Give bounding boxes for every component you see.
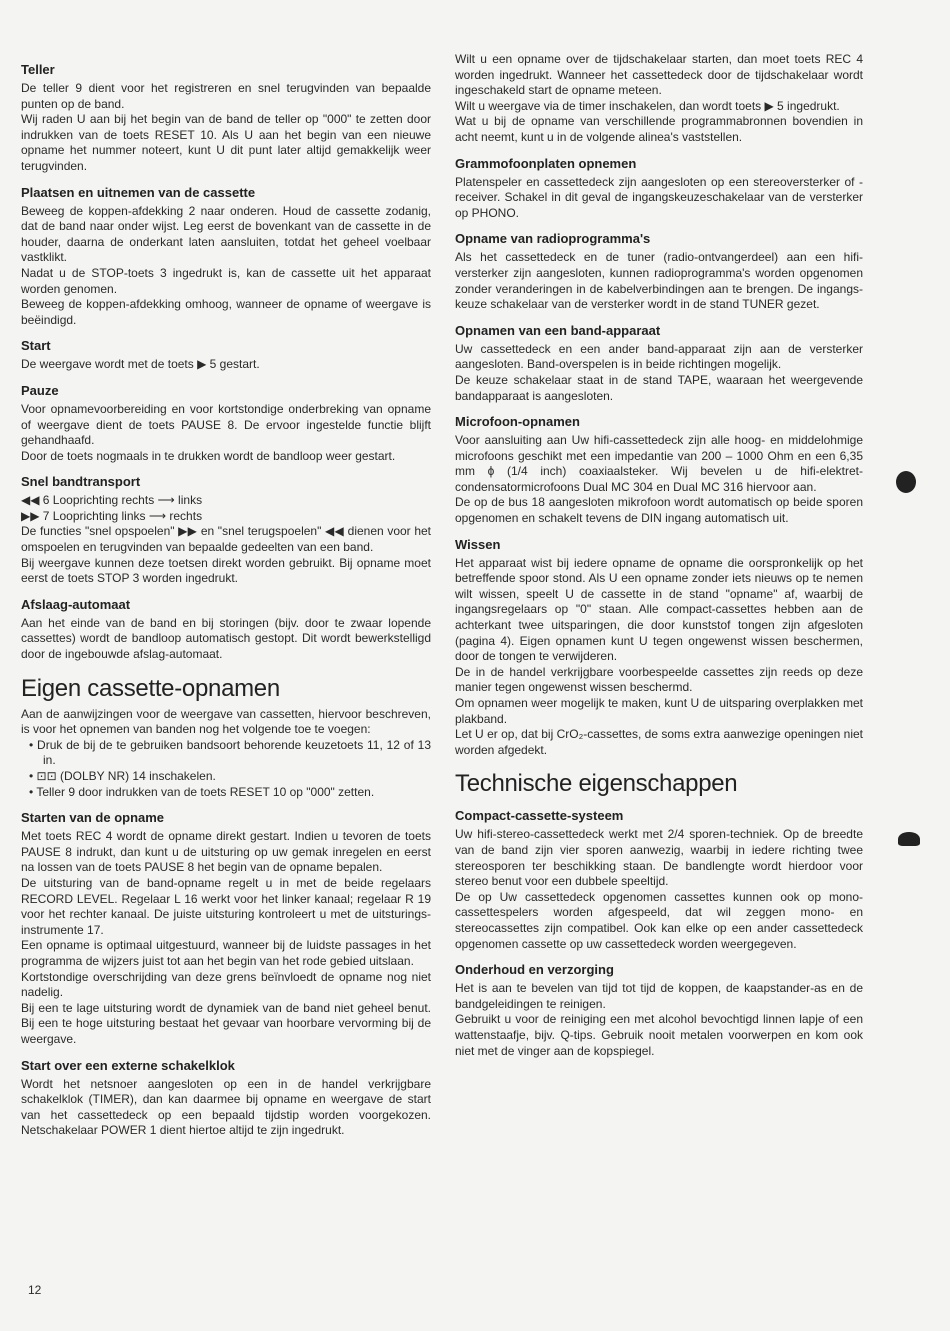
- paragraph: Het apparaat wist bij iedere opname de opname die oorspronkelijk op het betreffende spoor stond. Als U een opname zonder iets nieuws op te nemen wilt wissen, speelt U de cassette in de stand "opname" af, waarbij de ingangsregelaars op "0" staan. Alle compact-cassettes hebben aan de achterkant twee uitsparingen, die door kunststof tongen zijn afgesloten (pagina 4). Eigen opnamen kunt U tegen ongewenst wissen beschermen, door de tongen te verwijderen.: [455, 555, 863, 664]
- section-heading: Wissen: [455, 536, 501, 552]
- section-heading: Plaatsen en uitnemen van de cassette: [21, 184, 256, 200]
- page-number: 12: [28, 1283, 42, 1297]
- section-heading: Opname van radioprogramma's: [455, 231, 651, 247]
- right-column: [455, 52, 863, 1059]
- section-heading: Starten van de opname: [21, 810, 165, 826]
- paragraph: Let U er op, dat bij CrO₂-cassettes, de soms extra aanwezige openingen niet worden afgedekt.: [455, 727, 863, 757]
- paragraph: Wilt u weergave via de timer inschakelen, dan wordt toets ▶ 5 ingedrukt.: [455, 98, 840, 113]
- paragraph: Uw cassettedeck en een ander band-apparaat zijn aan de versterker aangesloten. Band-overspelen is in beide richtingen mogelijk.: [455, 341, 863, 372]
- paragraph: Wilt u een opname over de tijdschakelaar starten, dan moet toets REC 4 worden ingedrukt. Wanneer het cassettedeck door de tijdschakelaar wordt ingeschakeld start de opname meteen.: [455, 52, 863, 98]
- paragraph: Met toets REC 4 wordt de opname direkt gestart. Indien u tevoren de toets PAUSE 8 indrukt, dan kunt u de uitsturing op uw gemak inregelen en eerst na lossen van de toets PAUSE 8 het begin van de opname bepalen.: [21, 829, 431, 875]
- paragraph: Bij weergave kunnen deze toetsen direkt worden gebruikt. Bij opname moet eerst de toets STOP 3 worden ingedrukt.: [21, 555, 431, 586]
- paragraph: De keuze schakelaar staat in de stand TAPE, waaraan het weergevende bandapparaat is aangesloten.: [455, 372, 863, 403]
- paragraph: De op de bus 18 aangesloten mikrofoon wordt automatisch op beide sporen opgenomen en schakelt tevens de DIN ingang automatisch uit.: [455, 495, 863, 526]
- paragraph: De teller 9 dient voor het registreren en snel terugvinden van bepaalde punten op de band.: [21, 81, 431, 111]
- chapter-heading: Eigen cassette-opnamen: [21, 674, 280, 702]
- paragraph: Wij raden U aan bij het begin van de band de teller op "000" te zetten door indrukken van de toets RESET 10. Als U aan het begin van een nieuwe opname het nummer noteert, kunt U dit punt later altijd gemakkelijk weer terugvinden.: [21, 112, 431, 173]
- paragraph: Platenspeler en cassettedeck zijn aangesloten op een stereoversterker of -receiver. Schakel in dit geval de ingangskeuzeschakelaar van de versterker op PHONO.: [455, 174, 863, 220]
- chapter-heading: Technische eigenschappen: [455, 770, 738, 798]
- list-item: • ⊡⊡ (DOLBY NR) 14 inschakelen.: [29, 769, 216, 783]
- paragraph: Het is aan te bevelen van tijd tot tijd de koppen, de kaapstander-as en de bandgeleidingen te reinigen.: [455, 981, 863, 1011]
- paragraph: Wat u bij de opname van verschillende programmabronnen bovendien in acht neemt, kunt u in de volgende alinea's vaststellen.: [455, 114, 863, 144]
- paragraph: Gebruikt u voor de reiniging een met alcohol bevochtigd linnen lapje of een wattenstaafje, bijv. Q-tips. Gebruik nooit metalen voorwerpen en kom ook niet met de vinger aan de kopspiegel.: [455, 1012, 863, 1058]
- section-heading: Opnamen van een band-apparaat: [455, 322, 661, 338]
- punch-hole-mark: [896, 471, 916, 493]
- paragraph: ◀◀ 6 Looprichting rechts ⟶ links: [21, 493, 203, 508]
- list-item: • Teller 9 door indrukken van de toets RESET 10 op "000" zetten.: [29, 784, 375, 799]
- paragraph: Als het cassettedeck en de tuner (radio-ontvangerdeel) aan een hifi-versterker zijn aangesloten, kunnen radioprogramma's worden opgenomen zonder veranderingen in de kabelverbindingen aan te brengen. De ingangs-keuze schakelaar van de versterker wordt in de stand TUNER gezet.: [455, 250, 863, 312]
- paragraph: Voor opnamevoorbereiding en voor kortstondige onderbreking van opname of weergave dient de toets PAUSE 8. De ervoor ingestelde functie blijft gehandhaafd.: [21, 401, 431, 448]
- paragraph: De functies "snel opspoelen" ▶▶ en "snel terugspoelen" ◀◀ dienen voor het omspoelen en terugvinden van bepaalde gedeelten van een band.: [21, 524, 431, 555]
- section-heading: Pauze: [21, 382, 59, 398]
- paragraph: Om opnamen weer mogelijk te maken, kunt U de uitsparing overplakken met plakband.: [455, 696, 863, 726]
- section-heading: Onderhoud en verzorging: [455, 962, 614, 978]
- paragraph: De uitsturing van de band-opname regelt u in met de beide regelaars RECORD LEVEL. Regelaar L 16 werkt voor het linker kanaal; regelaar R 19 voor het rechter kanaal. De juiste uitsturing kontroleert u met de uitsturings-instrumente 17.: [21, 875, 431, 937]
- paragraph: Uw hifi-stereo-cassettedeck werkt met 2/4 sporen-techniek. Op de breedte van de band zijn vier sporen aanwezig, waarbij in iedere richting twee stereosporen ter beschikking staan. De bandlengte wordt hierdoor voor stereo benut voor een dubbele speeltijd.: [455, 827, 863, 889]
- paragraph: De in de handel verkrijgbare voorbespeelde cassettes zijn reeds op deze manier tegen ongewenst wissen beschermd.: [455, 664, 863, 695]
- section-heading: Start: [21, 338, 51, 354]
- section-heading: Snel bandtransport: [21, 474, 141, 490]
- paragraph: Voor aansluiting aan Uw hifi-cassettedeck zijn alle hoog- en middelohmige microfoons geschikt met een impedantie van 200 – 1000 Ohm en een 6,35 mm ϕ (1/4 inch) coaxiaalsteker. Wij bevelen u de hifi-elektret-condensatormicrofoons Dual MC 304 en Dual MC 316 hiervoor aan.: [455, 433, 863, 494]
- paragraph: Kortstondige overschrijding van deze grens beïnvloedt de opname nog niet nadelig.: [21, 969, 431, 1000]
- section-heading: Microfoon-opnamen: [455, 414, 580, 430]
- paragraph: De op Uw cassettedeck opgenomen cassettes kunnen ook op mono-cassettespelers worden afgespeeld, dat wil zeggen mono- en stereocassettes zijn compatibel. Ook kan elke op een ander cassettedeck opgenomen cassette op uw cassettedeck worden weergegeven.: [455, 889, 863, 951]
- left-column: [21, 52, 431, 1139]
- list-item: • Druk de bij de te gebruiken bandsoort behorende keuzetoets 11, 12 of 13 in.: [29, 737, 431, 768]
- paragraph: Bij een te lage uitsturing wordt de dynamiek van de band niet geheel benut. Bij een te hoge uitsturing bestaat het gevaar van hoorbare vervorming bij de weergave.: [21, 1000, 431, 1046]
- section-heading: Start over een externe schakelklok: [21, 1057, 235, 1073]
- section-heading: Compact-cassette-systeem: [455, 808, 624, 824]
- paragraph: ▶▶ 7 Looprichting links ⟶ rechts: [21, 508, 203, 523]
- section-heading: Afslaag-automaat: [21, 596, 131, 612]
- paragraph: Nadat u de STOP-toets 3 ingedrukt is, kan de cassette uit het apparaat worden genomen.: [21, 265, 431, 296]
- paragraph: Beweeg de koppen-afdekking 2 naar onderen. Houd de cassette zodanig, dat de band naar onder wijst. Leg eerst de bovenkant van de cassette in de houder, daarna de onderkant laten aansluiten, totdat het geheel voelbaar vastklikt.: [21, 203, 431, 265]
- paragraph: De weergave wordt met de toets ▶ 5 gestart.: [21, 357, 260, 372]
- paragraph: Wordt het netsnoer aangesloten op een in de handel verkrijgbare schakelklok (TIMER), dan kan daarmee bij opname en weergave de start van het cassettedeck op een bepaald tijdstip worden voorgekozen. Netschakelaar POWER 1 dient hiertoe altijd te zijn ingedrukt.: [21, 1076, 431, 1138]
- paragraph: Door de toets nogmaals in te drukken wordt de bandloop weer gestart.: [21, 448, 396, 463]
- section-heading: Teller: [21, 62, 55, 77]
- paragraph: Een opname is optimaal uitgestuurd, wanneer bij de luidste passages in het programma de wijzers juist tot aan het begin van het rode gebied uitslaan.: [21, 938, 431, 968]
- punch-hole-mark: [898, 832, 920, 846]
- paragraph: Aan het einde van de band en bij storingen (bijv. door te zwaar lopende cassettes) wordt de bandloop automatisch gestopt. Dit wordt bewerkstelligd door de ingebouwde afslag-automaat.: [21, 615, 431, 662]
- paragraph: Beweeg de koppen-afdekking omhoog, wanneer de opname of weergave is beëindigd.: [21, 297, 431, 327]
- bullet-list: [21, 738, 431, 800]
- section-heading: Grammofoonplaten opnemen: [455, 155, 637, 171]
- paragraph: Aan de aanwijzingen voor de weergave van cassetten, hiervoor beschreven, is voor het opnemen van banden nog het volgende toe te voegen:: [21, 706, 431, 737]
